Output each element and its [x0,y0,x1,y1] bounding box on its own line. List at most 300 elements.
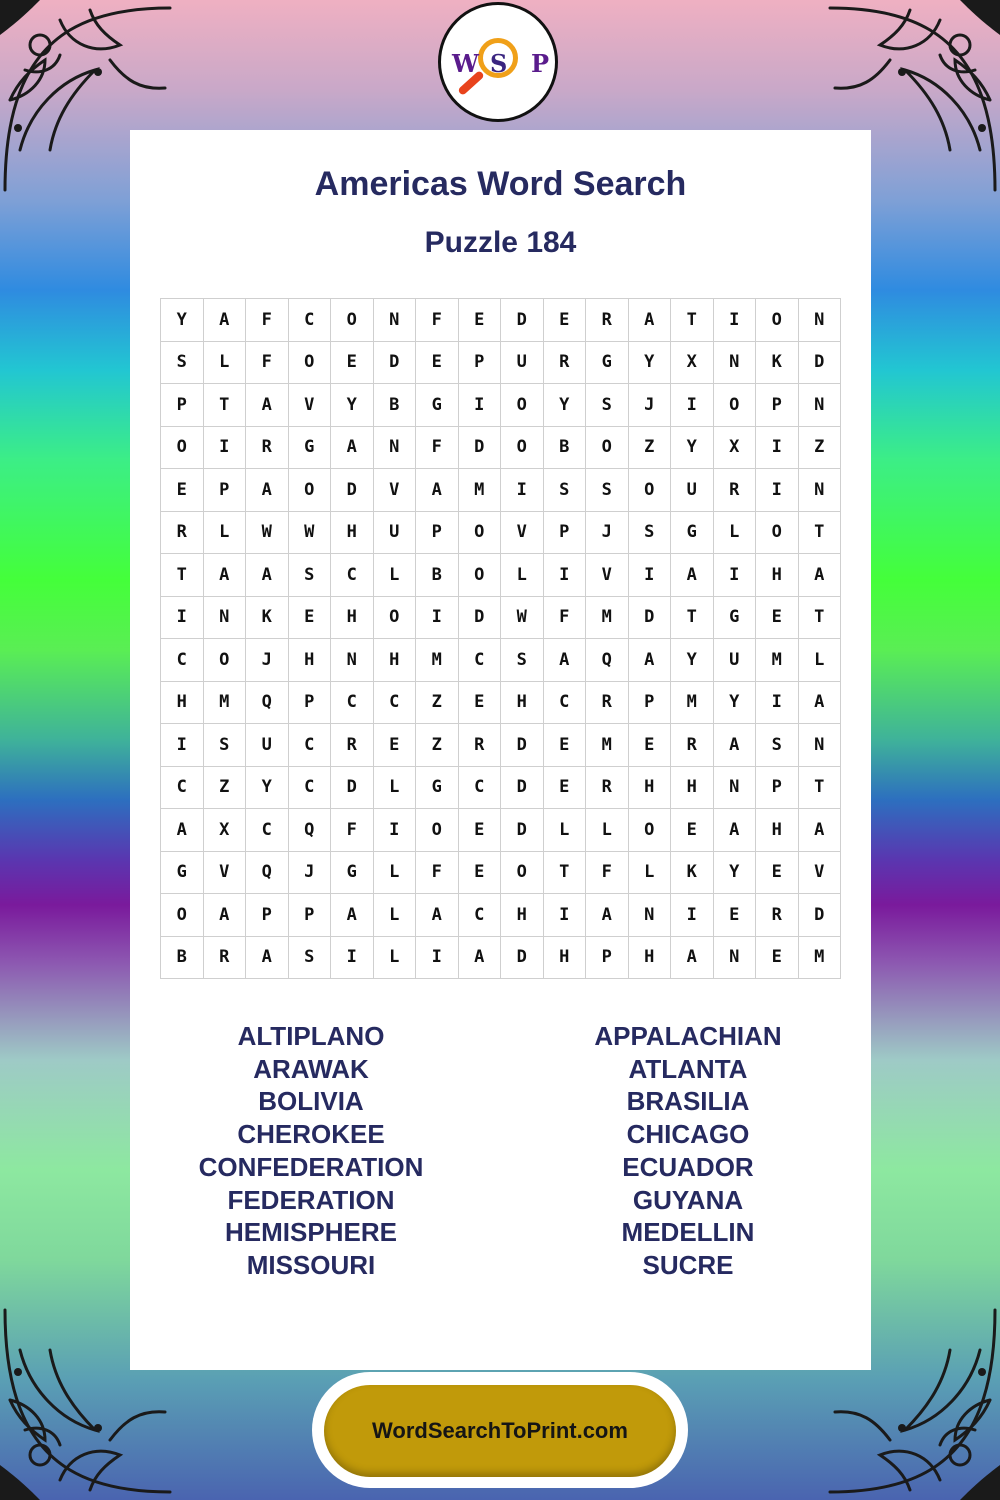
grid-cell[interactable]: G [161,851,204,894]
grid-cell[interactable]: L [373,554,416,597]
grid-cell[interactable]: O [373,596,416,639]
grid-cell[interactable]: P [246,894,289,937]
grid-cell[interactable]: D [331,766,374,809]
grid-cell[interactable]: Y [713,851,756,894]
grid-cell[interactable]: I [416,596,459,639]
grid-cell[interactable]: P [628,681,671,724]
grid-cell[interactable]: O [713,384,756,427]
grid-cell[interactable]: I [331,936,374,979]
grid-cell[interactable]: Y [671,639,714,682]
grid-cell[interactable]: H [671,766,714,809]
grid-cell[interactable]: G [288,426,331,469]
grid-cell[interactable]: C [543,681,586,724]
grid-cell[interactable]: T [798,596,841,639]
grid-cell[interactable]: R [586,681,629,724]
logo-letter-w: W [452,49,479,78]
grid-cell[interactable]: Y [671,426,714,469]
grid-cell[interactable]: Y [246,766,289,809]
site-link-label: WordSearchToPrint.com [372,1418,628,1443]
grid-cell[interactable]: I [373,809,416,852]
grid-cell[interactable]: Y [331,384,374,427]
word-list-item: ARAWAK [253,1053,369,1084]
grid-cell[interactable]: H [373,639,416,682]
grid-cell[interactable]: M [458,469,501,512]
word-list-left [126,1020,496,1282]
grid-cell[interactable]: W [501,596,544,639]
grid-cell[interactable]: U [373,511,416,554]
grid-cell[interactable]: Q [246,851,289,894]
grid-cell[interactable]: E [543,766,586,809]
grid-cell[interactable]: S [756,724,799,767]
grid-cell[interactable]: I [543,554,586,597]
grid-cell[interactable]: D [458,426,501,469]
grid-cell[interactable]: O [501,851,544,894]
grid-cell[interactable]: T [543,851,586,894]
grid-cell[interactable]: X [671,341,714,384]
grid-cell[interactable]: A [203,894,246,937]
grid-cell[interactable]: E [458,299,501,342]
grid-cell[interactable]: C [161,766,204,809]
grid-cell[interactable]: N [713,341,756,384]
grid-cell[interactable]: K [671,851,714,894]
grid-cell[interactable]: T [671,299,714,342]
grid-cell[interactable]: B [373,384,416,427]
grid-cell[interactable]: D [501,299,544,342]
grid-cell[interactable]: I [543,894,586,937]
grid-cell[interactable]: C [288,766,331,809]
grid-cell[interactable]: I [501,469,544,512]
grid-cell[interactable]: R [713,469,756,512]
grid-cell[interactable]: F [416,851,459,894]
grid-cell[interactable]: P [288,681,331,724]
grid-cell[interactable]: Q [288,809,331,852]
grid-cell[interactable]: D [501,809,544,852]
grid-cell[interactable]: A [671,936,714,979]
grid-row [161,936,841,979]
grid-cell[interactable]: P [543,511,586,554]
grid-cell[interactable]: G [416,766,459,809]
grid-cell[interactable]: A [543,639,586,682]
grid-cell[interactable]: B [416,554,459,597]
grid-cell[interactable]: Z [203,766,246,809]
grid-cell[interactable]: A [713,724,756,767]
grid-cell[interactable]: D [501,724,544,767]
grid-cell[interactable]: O [458,554,501,597]
grid-cell[interactable]: H [288,639,331,682]
grid-cell[interactable]: H [331,511,374,554]
grid-cell[interactable]: A [416,894,459,937]
grid-cell[interactable]: N [373,299,416,342]
logo-letter-s: S [490,49,508,78]
letter-grid[interactable] [160,298,841,979]
grid-cell[interactable]: P [756,384,799,427]
grid-cell[interactable]: G [586,341,629,384]
grid-cell[interactable]: H [501,681,544,724]
grid-cell[interactable]: B [543,426,586,469]
grid-cell[interactable]: C [458,766,501,809]
grid-cell[interactable]: A [671,554,714,597]
grid-row [161,639,841,682]
grid-cell[interactable]: M [798,936,841,979]
grid-cell[interactable]: A [331,426,374,469]
grid-cell[interactable]: R [161,511,204,554]
grid-cell[interactable]: P [586,936,629,979]
grid-cell[interactable]: V [203,851,246,894]
grid-cell[interactable]: O [161,894,204,937]
grid-cell[interactable]: H [331,596,374,639]
word-list-item: CONFEDERATION [198,1151,424,1182]
grid-cell[interactable]: P [161,384,204,427]
grid-cell[interactable]: A [331,894,374,937]
grid-cell[interactable]: S [501,639,544,682]
grid-cell[interactable]: I [203,426,246,469]
grid-cell[interactable]: I [671,384,714,427]
grid-cell[interactable]: P [416,511,459,554]
grid-cell[interactable]: A [628,299,671,342]
grid-cell[interactable]: H [756,554,799,597]
grid-cell[interactable]: P [458,341,501,384]
grid-cell[interactable]: T [161,554,204,597]
grid-cell[interactable]: R [331,724,374,767]
grid-cell[interactable]: Q [586,639,629,682]
grid-cell[interactable]: V [501,511,544,554]
grid-cell[interactable]: M [203,681,246,724]
grid-cell[interactable]: H [628,936,671,979]
word-list-item: FEDERATION [227,1184,395,1215]
grid-cell[interactable]: L [373,766,416,809]
grid-cell[interactable]: L [373,894,416,937]
grid-row [161,766,841,809]
word-list-item: MISSOURI [246,1249,376,1280]
grid-cell[interactable]: D [501,936,544,979]
grid-cell[interactable]: R [586,766,629,809]
grid-cell[interactable]: U [713,639,756,682]
word-list-item: ALTIPLANO [237,1021,385,1051]
grid-cell[interactable]: C [458,894,501,937]
grid-cell[interactable]: O [501,426,544,469]
grid-cell[interactable]: A [416,469,459,512]
wsp-logo[interactable] [438,2,558,122]
grid-cell[interactable]: F [586,851,629,894]
grid-cell[interactable]: C [161,639,204,682]
grid-cell[interactable]: C [331,554,374,597]
grid-cell[interactable]: A [798,809,841,852]
grid-cell[interactable]: T [671,596,714,639]
grid-cell[interactable]: D [798,341,841,384]
word-list-item: CHEROKEE [237,1119,385,1150]
grid-cell[interactable]: R [458,724,501,767]
grid-cell[interactable]: E [628,724,671,767]
grid-cell[interactable]: L [543,809,586,852]
grid-cell[interactable]: E [756,936,799,979]
grid-cell[interactable]: A [246,554,289,597]
site-link-button[interactable] [324,1385,676,1477]
grid-cell[interactable]: G [671,511,714,554]
grid-cell[interactable]: U [671,469,714,512]
grid-cell[interactable]: N [373,426,416,469]
grid-cell[interactable]: I [713,554,756,597]
word-list-item: MEDELLIN [621,1217,755,1248]
grid-cell[interactable]: O [203,639,246,682]
grid-cell[interactable]: F [331,809,374,852]
grid-cell[interactable]: L [628,851,671,894]
grid-cell[interactable]: D [458,596,501,639]
grid-cell[interactable]: A [458,936,501,979]
grid-cell[interactable]: I [756,426,799,469]
grid-cell[interactable]: A [798,681,841,724]
grid-cell[interactable]: K [246,596,289,639]
grid-cell[interactable]: M [416,639,459,682]
grid-cell[interactable]: G [713,596,756,639]
grid-cell[interactable]: O [501,384,544,427]
word-list-item: ATLANTA [628,1053,748,1084]
word-list-item: BRASILIA [626,1086,750,1117]
grid-cell[interactable]: A [586,894,629,937]
grid-cell[interactable]: S [161,341,204,384]
grid-cell[interactable]: C [373,681,416,724]
grid-cell[interactable]: U [501,341,544,384]
grid-cell[interactable]: V [373,469,416,512]
grid-cell[interactable]: D [331,469,374,512]
grid-cell[interactable]: S [288,936,331,979]
grid-cell[interactable]: I [713,299,756,342]
grid-row [161,724,841,767]
grid-cell[interactable]: I [756,681,799,724]
grid-cell[interactable]: H [501,894,544,937]
grid-row [161,809,841,852]
grid-row [161,299,841,342]
grid-cell[interactable]: U [246,724,289,767]
grid-cell[interactable]: T [203,384,246,427]
grid-cell[interactable]: C [288,724,331,767]
word-list-item: SUCRE [642,1249,734,1280]
grid-cell[interactable]: M [671,681,714,724]
grid-cell[interactable]: C [458,639,501,682]
grid-cell[interactable]: M [586,724,629,767]
grid-cell[interactable]: H [543,936,586,979]
grid-cell[interactable]: G [331,851,374,894]
grid-cell[interactable]: N [798,469,841,512]
page-title: Americas Word Search [314,165,687,203]
grid-cell[interactable]: R [756,894,799,937]
grid-row [161,681,841,724]
grid-cell[interactable]: E [458,851,501,894]
word-list-item: APPALACHIAN [594,1021,782,1051]
grid-cell[interactable]: E [543,299,586,342]
grid-cell[interactable]: M [586,596,629,639]
grid-cell[interactable]: O [628,809,671,852]
grid-cell[interactable]: J [586,511,629,554]
grid-cell[interactable]: O [628,469,671,512]
word-list-item: CHICAGO [626,1119,750,1150]
grid-cell[interactable]: F [246,299,289,342]
grid-row [161,469,841,512]
puzzle-panel [130,130,871,1370]
grid-row [161,426,841,469]
grid-cell[interactable]: B [161,936,204,979]
grid-cell[interactable]: Q [246,681,289,724]
grid-cell[interactable]: Z [416,724,459,767]
grid-cell[interactable]: I [458,384,501,427]
grid-cell[interactable]: A [246,469,289,512]
grid-cell[interactable]: K [756,341,799,384]
grid-cell[interactable]: I [756,469,799,512]
grid-cell[interactable]: E [713,894,756,937]
grid-cell[interactable]: I [671,894,714,937]
grid-cell[interactable]: O [288,469,331,512]
grid-cell[interactable]: Y [713,681,756,724]
grid-cell[interactable]: L [586,809,629,852]
grid-cell[interactable]: O [161,426,204,469]
grid-cell[interactable]: N [628,894,671,937]
grid-cell[interactable]: R [246,426,289,469]
grid-cell[interactable]: L [713,511,756,554]
grid-cell[interactable]: E [373,724,416,767]
grid-cell[interactable]: P [203,469,246,512]
grid-cell[interactable]: N [798,384,841,427]
grid-cell[interactable]: R [203,936,246,979]
grid-cell[interactable]: X [713,426,756,469]
grid-cell[interactable]: W [246,511,289,554]
grid-cell[interactable]: A [203,299,246,342]
grid-cell[interactable]: E [756,851,799,894]
grid-cell[interactable]: F [416,299,459,342]
grid-cell[interactable]: F [416,426,459,469]
grid-cell[interactable]: I [628,554,671,597]
word-list-right [503,1020,873,1282]
grid-cell[interactable]: J [246,639,289,682]
grid-cell[interactable]: S [288,554,331,597]
grid-cell[interactable]: O [458,511,501,554]
grid-cell[interactable]: N [713,766,756,809]
grid-cell[interactable]: C [288,299,331,342]
grid-cell[interactable]: D [501,766,544,809]
grid-cell[interactable]: E [288,596,331,639]
grid-cell[interactable]: J [288,851,331,894]
grid-cell[interactable]: Z [628,426,671,469]
grid-cell[interactable]: E [458,681,501,724]
grid-row [161,384,841,427]
grid-cell[interactable]: R [543,341,586,384]
grid-row [161,511,841,554]
grid-cell[interactable]: H [628,766,671,809]
grid-cell[interactable]: T [798,511,841,554]
grid-cell[interactable]: E [161,469,204,512]
grid-cell[interactable]: Y [543,384,586,427]
grid-cell[interactable]: I [161,724,204,767]
logo-letter-p: P [531,49,550,78]
grid-row [161,894,841,937]
grid-cell[interactable]: F [543,596,586,639]
grid-cell[interactable]: T [798,766,841,809]
grid-cell[interactable]: V [798,851,841,894]
grid-cell[interactable]: S [543,469,586,512]
grid-cell[interactable]: C [331,681,374,724]
grid-cell[interactable]: A [628,639,671,682]
grid-cell[interactable]: D [628,596,671,639]
grid-cell[interactable]: O [756,299,799,342]
grid-cell[interactable]: S [586,384,629,427]
grid-cell[interactable]: L [203,511,246,554]
grid-cell[interactable]: J [628,384,671,427]
grid-cell[interactable]: S [586,469,629,512]
grid-cell[interactable]: Z [416,681,459,724]
grid-row [161,596,841,639]
grid-cell[interactable]: V [288,384,331,427]
grid-cell[interactable]: E [543,724,586,767]
grid-cell[interactable]: Z [798,426,841,469]
grid-cell[interactable]: P [756,766,799,809]
word-list-item: HEMISPHERE [225,1217,397,1248]
grid-cell[interactable]: E [671,809,714,852]
puzzle-number: Puzzle 184 [424,226,577,259]
grid-cell[interactable]: S [203,724,246,767]
grid-cell[interactable]: N [713,936,756,979]
grid-cell[interactable]: Y [161,299,204,342]
word-list-item: BOLIVIA [258,1086,364,1117]
grid-cell[interactable]: E [331,341,374,384]
grid-cell[interactable]: N [798,724,841,767]
grid-cell[interactable]: G [416,384,459,427]
grid-cell[interactable]: X [203,809,246,852]
grid-cell[interactable]: R [671,724,714,767]
grid-row [161,554,841,597]
grid-cell[interactable]: P [288,894,331,937]
word-list-item: ECUADOR [622,1151,754,1182]
grid-cell[interactable]: O [756,511,799,554]
grid-cell[interactable]: L [203,341,246,384]
grid-cell[interactable]: A [713,809,756,852]
grid-cell[interactable]: A [246,936,289,979]
grid-cell[interactable]: I [161,596,204,639]
grid-cell[interactable]: L [373,851,416,894]
grid-cell[interactable]: E [756,596,799,639]
grid-cell[interactable]: N [798,299,841,342]
grid-cell[interactable]: L [798,639,841,682]
grid-cell[interactable]: O [416,809,459,852]
grid-cell[interactable]: V [586,554,629,597]
grid-cell[interactable]: A [161,809,204,852]
grid-cell[interactable]: M [756,639,799,682]
grid-cell[interactable]: D [798,894,841,937]
grid-cell[interactable]: N [203,596,246,639]
grid-cell[interactable]: A [798,554,841,597]
grid-cell[interactable]: R [586,299,629,342]
grid-cell[interactable]: O [288,341,331,384]
grid-cell[interactable]: I [416,936,459,979]
grid-cell[interactable]: Y [628,341,671,384]
grid-cell[interactable]: D [373,341,416,384]
grid-cell[interactable]: H [756,809,799,852]
grid-cell[interactable]: L [373,936,416,979]
grid-cell[interactable]: A [203,554,246,597]
grid-cell[interactable]: O [331,299,374,342]
grid-cell[interactable]: E [458,809,501,852]
grid-cell[interactable]: L [501,554,544,597]
grid-cell[interactable]: C [246,809,289,852]
grid-cell[interactable]: A [246,384,289,427]
grid-cell[interactable]: F [246,341,289,384]
grid-cell[interactable]: W [288,511,331,554]
grid-row [161,851,841,894]
grid-cell[interactable]: S [628,511,671,554]
grid-cell[interactable]: E [416,341,459,384]
grid-cell[interactable]: O [586,426,629,469]
grid-cell[interactable]: H [161,681,204,724]
grid-cell[interactable]: N [331,639,374,682]
word-list-item: GUYANA [632,1184,744,1215]
grid-row [161,341,841,384]
